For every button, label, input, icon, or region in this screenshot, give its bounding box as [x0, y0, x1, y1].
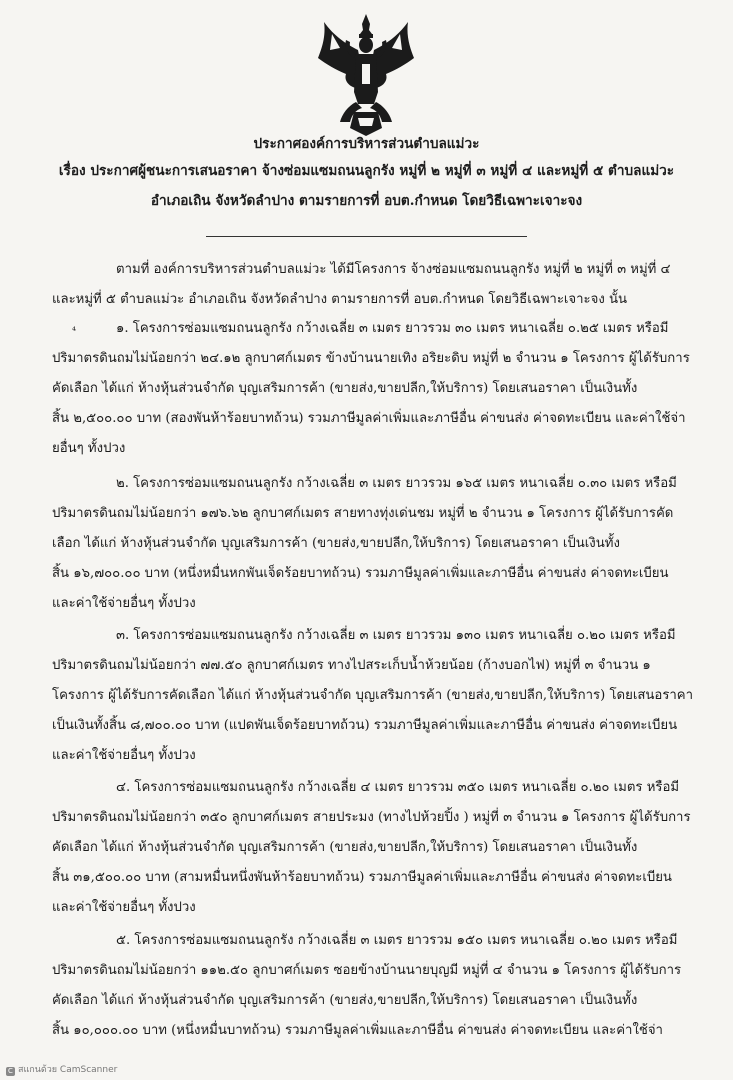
item-4-line: คัดเลือก ได้แก่ ห้างหุ้นส่วนจำกัด บุญเสริมการค้า (ขายส่ง,ขายปลีก,ให้บริการ) โดยเสนอราคา เป็นเงินทั้ง: [52, 840, 638, 855]
item-5-line: ปริมาตรดินถมไม่น้อยกว่า ๑๑๒.๕๐ ลูกบาศก์เมตร ซอยข้างบ้านนายบุญมี หมู่ที่ ๔ จำนวน ๑ โครงการ ผู้ได้รับการ: [52, 963, 682, 978]
item-3-line: เป็นเงินทั้งสิ้น ๘,๗๐๐.๐๐ บาท (แปดพันเจ็ดร้อยบาทถ้วน) รวมภาษีมูลค่าเพิ่มและภาษีอื่น ค่าขนส่ง ค่าจดทะเบียน: [52, 718, 678, 733]
item-2-line: และค่าใช้จ่ายอื่นๆ ทั้งปวง: [52, 596, 196, 611]
item-5-line: คัดเลือก ได้แก่ ห้างหุ้นส่วนจำกัด บุญเสริมการค้า (ขายส่ง,ขายปลีก,ให้บริการ) โดยเสนอราคา เป็นเงินทั้ง: [52, 993, 638, 1008]
item-2-line: ปริมาตรดินถมไม่น้อยกว่า ๑๗๖.๖๒ ลูกบาศก์เมตร สายทางทุ่งเด่นชม หมู่ที่ ๒ จำนวน ๑ โครงการ ผู้ได้รับการคัด: [52, 506, 674, 521]
item-2-line: เลือก ได้แก่ ห้างหุ้นส่วนจำกัด บุญเสริมการค้า (ขายส่ง,ขายปลีก,ให้บริการ) โดยเสนอราคา เป็นเงินทั้ง: [52, 536, 620, 551]
item-3-line: โครงการ ผู้ได้รับการคัดเลือก ได้แก่ ห้างหุ้นส่วนจำกัด บุญเสริมการค้า (ขายส่ง,ขายปลีก,ให้บริการ) โดยเสนอราคา: [52, 688, 694, 703]
announcement-subject-cont: อำเภอเถิน จังหวัดลำปาง ตามรายการที่ อบต.กำหนด โดยวิธีเฉพาะเจาะจง: [150, 193, 583, 209]
item-3-line: และค่าใช้จ่ายอื่นๆ ทั้งปวง: [52, 748, 196, 763]
item-4-line: ปริมาตรดินถมไม่น้อยกว่า ๓๕๐ ลูกบาศก์เมตร สายประมง (ทางไปห้วยปิ้ง ) หมู่ที่ ๓ จำนวน ๑ โครงการ ผู้ได้รับการ: [52, 810, 691, 825]
announcement-issuer: ประกาศองค์การบริหารส่วนตำบลแม่วะ: [253, 136, 480, 152]
item-2-line: ๒. โครงการซ่อมแซมถนนลูกรัง กว้างเฉลี่ย ๓ เมตร ยาวรวม ๑๖๕ เมตร หนาเฉลี่ย ๐.๓๐ เมตร หรือมี: [116, 476, 677, 491]
scanner-label: สแกนด้วย CamScanner: [18, 1065, 118, 1075]
item-3-line: ๓. โครงการซ่อมแซมถนนลูกรัง กว้างเฉลี่ย ๓ เมตร ยาวรวม ๑๓๐ เมตร หนาเฉลี่ย ๐.๒๐ เมตร หรือมี: [116, 628, 676, 643]
item-3-line: ปริมาตรดินถมไม่น้อยกว่า ๗๗.๕๐ ลูกบาศก์เมตร ทางไปสระเก็บน้ำห้วยน้อย (ก้างบอกไฟ) หมู่ที่ ๓ จำนวน ๑: [52, 658, 651, 673]
item-5-line: สิ้น ๑๐,๐๐๐.๐๐ บาท (หนึ่งหมื่นบาทถ้วน) รวมภาษีมูลค่าเพิ่มและภาษีอื่น ค่าขนส่ง ค่าจดทะเบียน และค่าใช้จ่า: [52, 1023, 663, 1038]
margin-mark: ⁴: [72, 326, 77, 337]
item-1-line: ปริมาตรดินถมไม่น้อยกว่า ๒๔.๑๒ ลูกบาศก์เมตร ข้างบ้านนายเทิง อริยะดิบ หมู่ที่ ๒ จำนวน ๑ โครงการ ผู้ได้รับการ: [52, 351, 690, 366]
camscanner-icon: C: [6, 1067, 15, 1076]
item-1-line: สิ้น ๒,๕๐๐.๐๐ บาท (สองพันห้าร้อยบาทถ้วน) รวมภาษีมูลค่าเพิ่มและภาษีอื่น ค่าขนส่ง ค่าจดทะเบียน และค่าใช้จ่า: [52, 411, 686, 426]
header-divider: [206, 236, 527, 237]
announcement-subject: เรื่อง ประกาศผู้ชนะการเสนอราคา จ้างซ่อมแซมถนนลูกรัง หมู่ที่ ๒ หมู่ที่ ๓ หมู่ที่ ๔ และหมู่ที่ ๕ ตำบลแม่วะ: [58, 163, 675, 179]
garuda-emblem-icon: [316, 14, 416, 136]
intro-line: ตามที่ องค์การบริหารส่วนตำบลแม่วะ ได้มีโครงการ จ้างซ่อมแซมถนนลูกรัง หมู่ที่ ๒ หมู่ที่ ๓ หมู่ที่ ๔: [116, 262, 671, 277]
item-5-line: ๕. โครงการซ่อมแซมถนนลูกรัง กว้างเฉลี่ย ๓ เมตร ยาวรวม ๑๕๐ เมตร หนาเฉลี่ย ๐.๒๐ เมตร หรือมี: [116, 933, 678, 948]
intro-line: และหมู่ที่ ๕ ตำบลแม่วะ อำเภอเถิน จังหวัดลำปาง ตามรายการที่ อบต.กำหนด โดยวิธีเฉพาะเจาะจง นั้น: [52, 292, 628, 307]
item-4-line: ๔. โครงการซ่อมแซมถนนลูกรัง กว้างเฉลี่ย ๔ เมตร ยาวรวม ๓๕๐ เมตร หนาเฉลี่ย ๐.๒๐ เมตร หรือมี: [116, 780, 680, 795]
item-1-line: ยอื่นๆ ทั้งปวง: [52, 441, 126, 456]
item-4-line: และค่าใช้จ่ายอื่นๆ ทั้งปวง: [52, 900, 196, 915]
item-1-line: ๑. โครงการซ่อมแซมถนนลูกรัง กว้างเฉลี่ย ๓ เมตร ยาวรวม ๓๐ เมตร หนาเฉลี่ย ๐.๒๕ เมตร หรือมี: [116, 321, 669, 336]
scanner-watermark: [6, 1062, 117, 1076]
item-2-line: สิ้น ๑๖,๗๐๐.๐๐ บาท (หนึ่งหมื่นหกพันเจ็ดร้อยบาทถ้วน) รวมภาษีมูลค่าเพิ่มและภาษีอื่น ค่าขนส่ง ค่าจดทะเบียน: [52, 566, 669, 581]
item-4-line: สิ้น ๓๑,๕๐๐.๐๐ บาท (สามหมื่นหนึ่งพันห้าร้อยบาทถ้วน) รวมภาษีมูลค่าเพิ่มและภาษีอื่น ค่าขนส่ง ค่าจดทะเบียน: [52, 870, 672, 885]
item-1-line: คัดเลือก ได้แก่ ห้างหุ้นส่วนจำกัด บุญเสริมการค้า (ขายส่ง,ขายปลีก,ให้บริการ) โดยเสนอราคา เป็นเงินทั้ง: [52, 381, 638, 396]
